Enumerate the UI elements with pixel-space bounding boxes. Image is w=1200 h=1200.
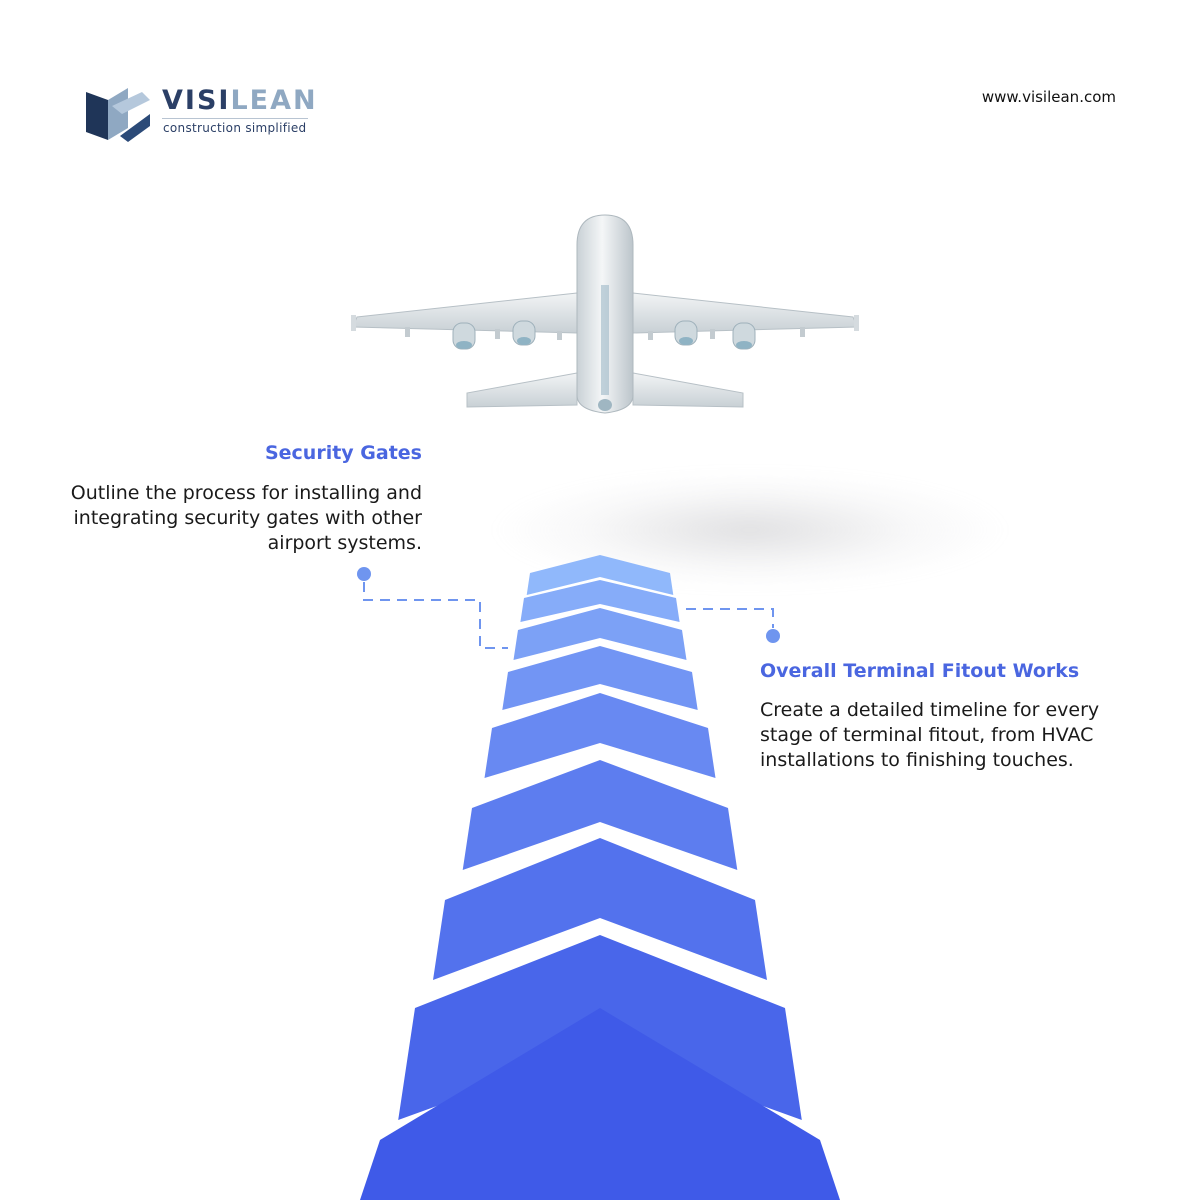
brand-tagline: construction simplified [163,121,307,135]
terminal-fitout-title: Overall Terminal Fitout Works [760,660,1080,682]
brand-name-part1: VISI [162,85,231,116]
website-url[interactable]: www.visilean.com [981,88,1116,106]
security-gates-title: Security Gates [264,442,422,464]
brand-name-part2: LEAN [230,85,318,116]
terminal-fitout-description: Create a detailed timeline for every stage of terminal fitout, from HVAC installations to finishing touches. [760,699,1100,771]
security-gates-dot [357,567,371,581]
security-gates-description: Outline the process for installing and integrating security gates with other airport systems. [70,482,422,554]
terminal-fitout-connector [686,609,773,628]
terminal-fitout-dot [766,629,780,643]
security-gates-connector [364,582,508,648]
